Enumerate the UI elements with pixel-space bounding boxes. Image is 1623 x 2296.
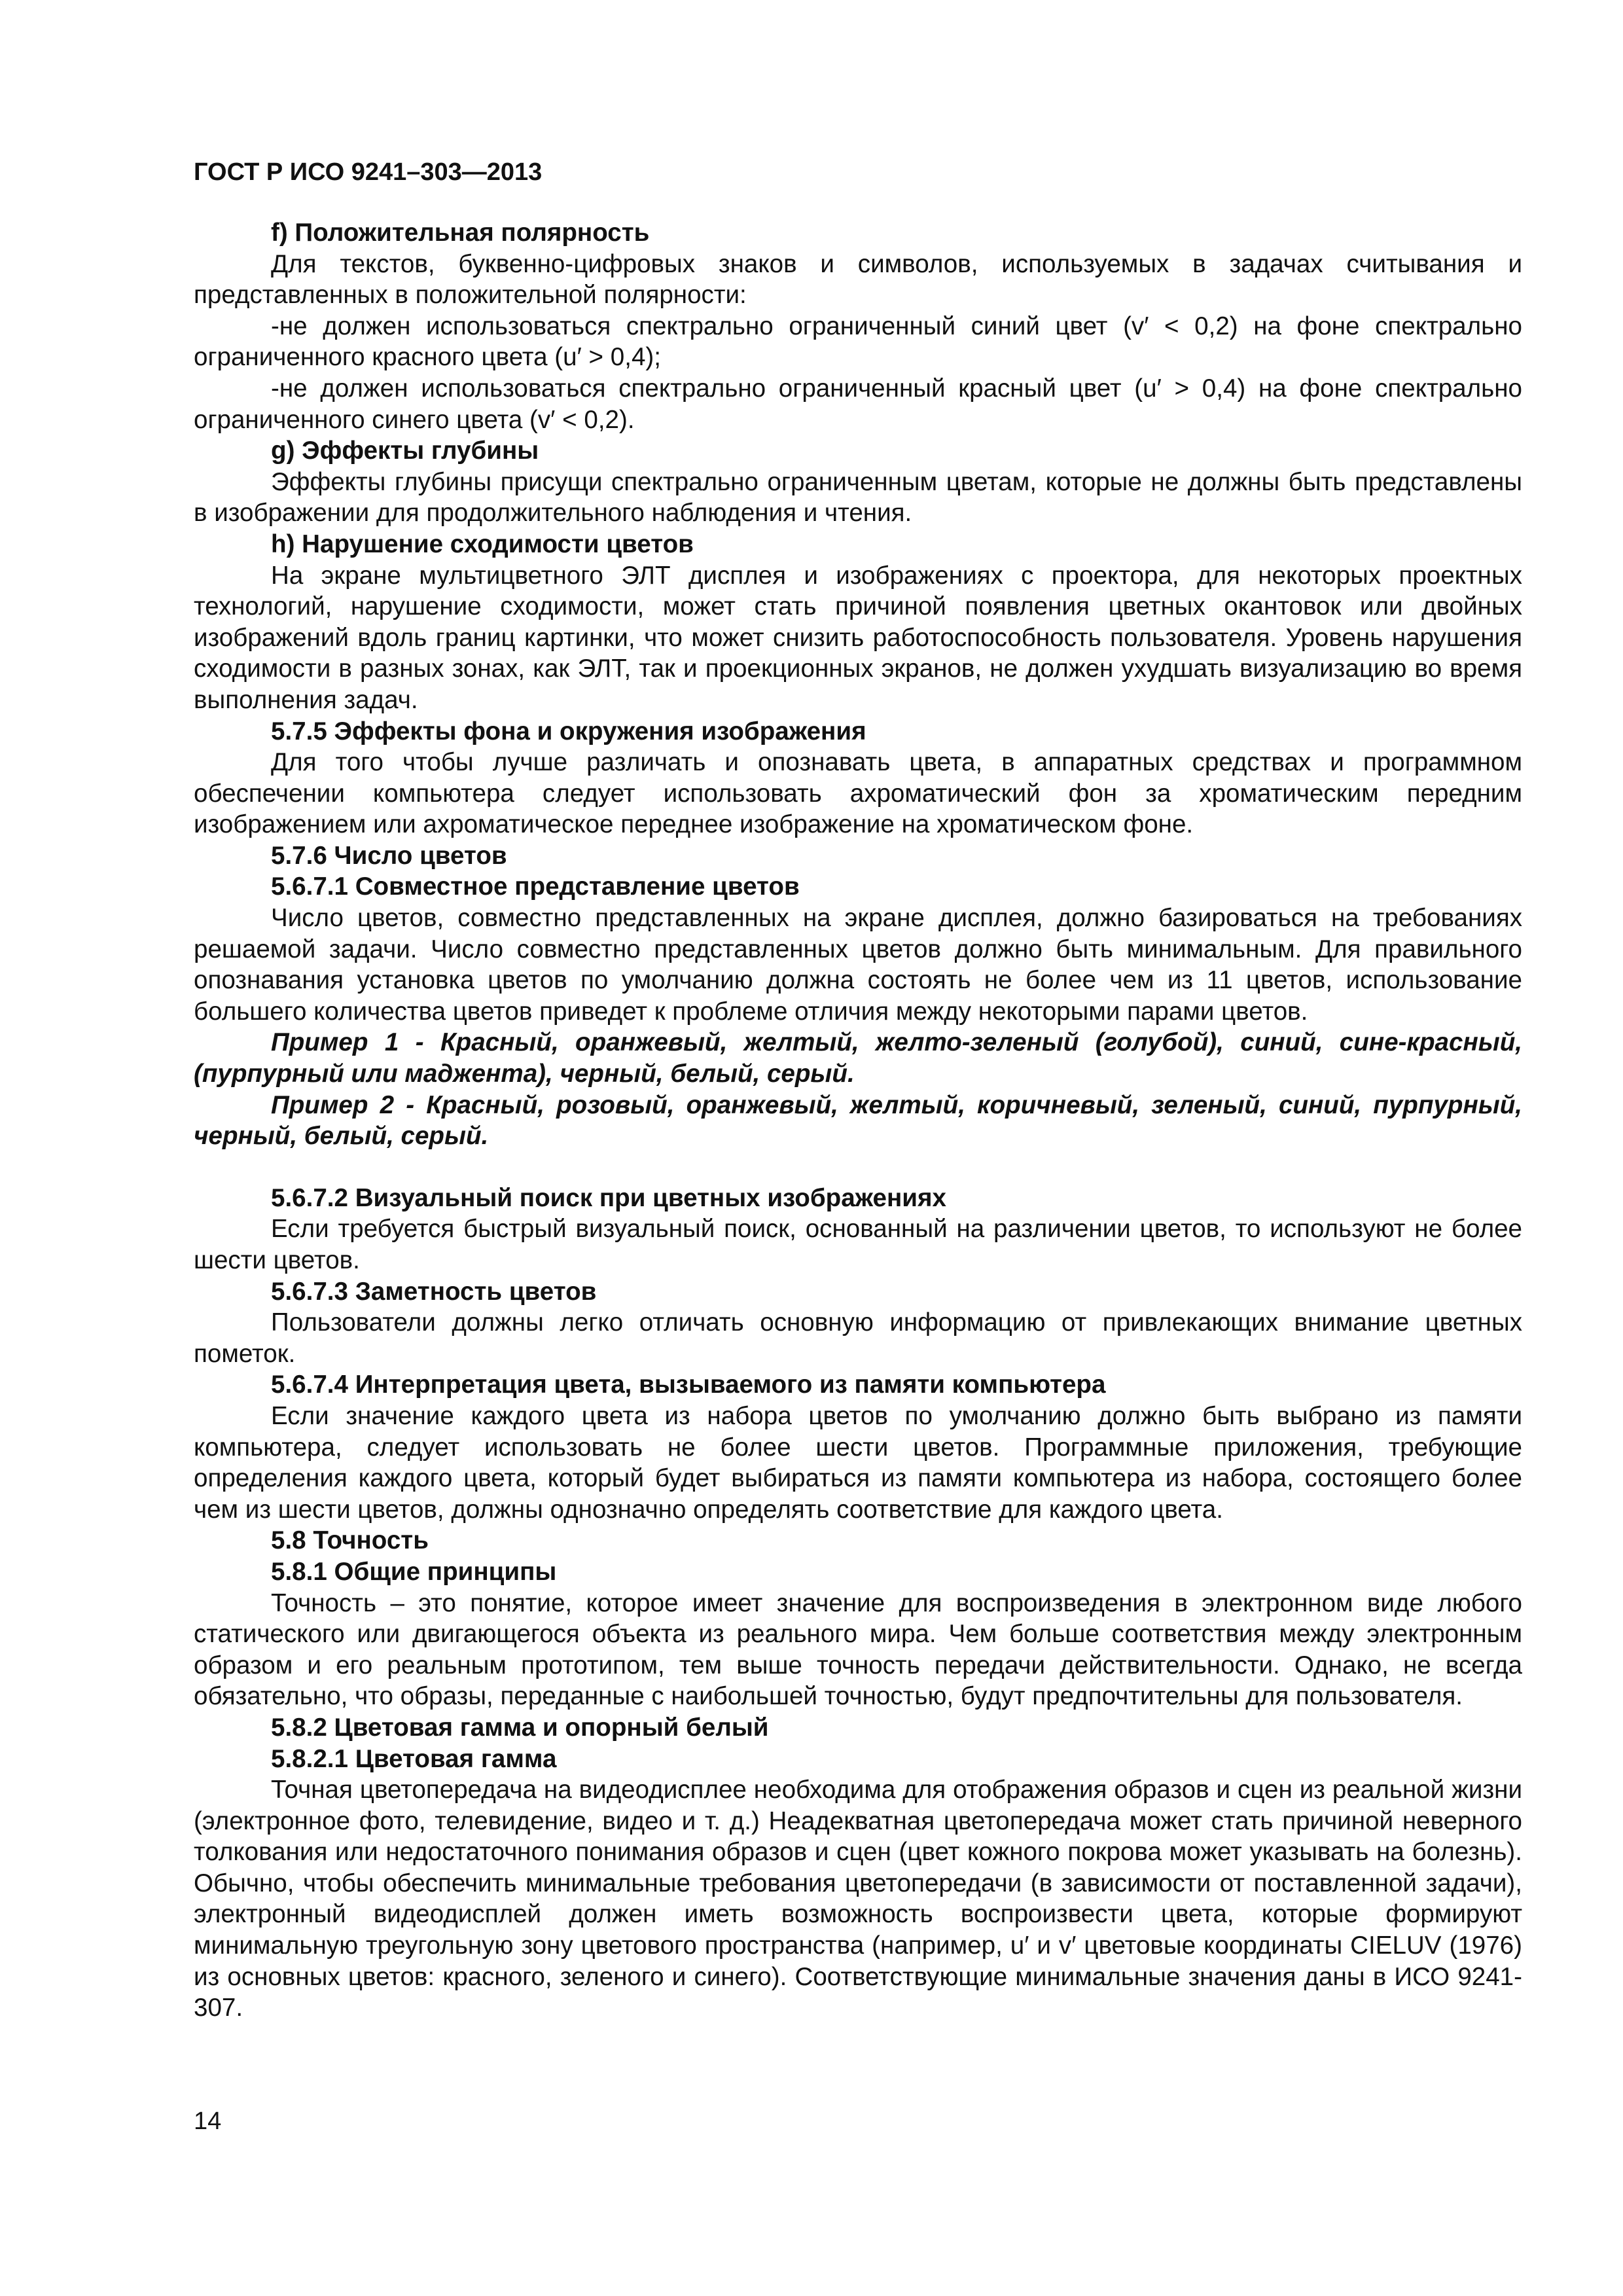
section-heading: 5.7.6 Число цветов xyxy=(271,841,507,870)
body-paragraph: Эффекты глубины присущи спектрально ограниченным цветам, которые не должны быть представлены в изображении для продолжительного наблюдения и чтения. xyxy=(194,467,1522,528)
section-heading: 5.6.7.4 Интерпретация цвета, вызываемого из памяти компьютера xyxy=(271,1371,1106,1399)
section-heading: 5.7.5 Эффекты фона и окружения изображения xyxy=(271,717,866,745)
example-paragraph: Пример 1 - Красный, оранжевый, желтый, желто-зеленый (голубой), синий, сине-красный, (пурпурный или маджента), черный, белый, серый. xyxy=(194,1028,1522,1088)
body-paragraph: Точность – это понятие, которое имеет значение для воспроизведения в электронном виде любого статического или двигающегося объекта из реального мира. Чем больше соответствия между электронным образом и его реальным прототипом, тем выше точность передачи действительности. Однако, не всегда обязательно, что образы, переданные с наибольшей точностью, будут предпочтительны для пользователя. xyxy=(194,1588,1522,1711)
body-paragraph: Если требуется быстрый визуальный поиск, основанный на различении цветов, то используют не более шести цветов. xyxy=(194,1215,1522,1274)
section-heading: 5.6.7.3 Заметность цветов xyxy=(271,1277,597,1306)
section-heading: 5.8 Точность xyxy=(271,1526,429,1555)
section-heading: h) Нарушение сходимости цветов xyxy=(271,529,694,558)
section-heading: g) Эффекты глубины xyxy=(271,437,539,465)
example-paragraph: Пример 2 - Красный, розовый, оранжевый, желтый, коричневый, зеленый, синий, пурпурный, черный, белый, серый. xyxy=(194,1090,1522,1151)
body-paragraph: Для того чтобы лучше различать и опознавать цвета, в аппаратных средствах и программном обеспечении компьютера следует использовать ахроматический фон за хроматическим передним изображением или ахроматическое переднее изображение на хроматическом фоне. xyxy=(194,748,1522,839)
section-heading: 5.8.2 Цветовая гамма и опорный белый xyxy=(271,1713,769,1742)
body-paragraph: Число цветов, совместно представленных на экране дисплея, должно базироваться на требованиях решаемой задачи. Число совместно представленных цветов должно быть минимальным. Для правильного опознавания установка цветов по умолчанию должна состоять не более чем из 11 цветов, использование большего количества цветов приведет к проблеме отличия между некоторыми парами цветов. xyxy=(194,904,1522,1026)
body-paragraph: На экране мультицветного ЭЛТ дисплея и изображениях с проектора, для некоторых проектных технологий, нарушение сходимости, может стать причиной появления цветных окантовок или двойных изображений вдоль границ картинки, что может снизить работоспособность пользователя. Уровень нарушения сходимости в разных зонах, как ЭЛТ, так и проекционных экранов, не должен ухудшать визуализацию во время выполнения задач. xyxy=(194,561,1522,714)
body-paragraph: -не должен использоваться спектрально ограниченный красный цвет (u′ > 0,4) на фоне спектрально ограниченного синего цвета (v′ < 0,2). xyxy=(194,374,1522,434)
body-paragraph: Если значение каждого цвета из набора цветов по умолчанию должно быть выбрано из памяти компьютера, следует использовать не более шести цветов. Программные приложения, требующие определения каждого цвета, который будет выбираться из памяти компьютера из набора, состоящего более чем из шести цветов, должны однозначно определять соответствие для каждого цвета. xyxy=(194,1401,1522,1524)
body-paragraph: Для текстов, буквенно-цифровых знаков и символов, используемых в задачах считывания и представленных в положительной полярности: xyxy=(194,249,1522,310)
body-paragraph: Точная цветопередача на видеодисплее необходима для отображения образов и сцен из реальной жизни (электронное фото, телевидение, видео и т. д.) Неадекватная цветопередача может стать причиной неверного толкования или недостаточного понимания образов и сцен (цвет кожного покрова может указывать на болезнь). Обычно, чтобы обеспечить минимальные требования цветопередачи (в зависимости от поставленной задачи), электронный видеодисплей должен иметь возможность воспроизвести цвета, которые формируют минимальную треугольную зону цветового пространства (например, u′ и v′ цветовые координаты CIELUV (1976) из основных цветов: красного, зеленого и синего). Соответствующие минимальные значения даны в ИСО 9241-307. xyxy=(194,1776,1522,2022)
spacer xyxy=(194,1152,1522,1183)
body-paragraph: Пользователи должны легко отличать основную информацию от привлекающих внимание цветных пометок. xyxy=(194,1308,1522,1368)
section-heading: 5.8.1 Общие принципы xyxy=(271,1557,557,1586)
section-heading: f) Положительная полярность xyxy=(271,219,650,247)
page-number: 14 xyxy=(194,2108,222,2135)
body-paragraph: -не должен использоваться спектрально ограниченный синий цвет (v′ < 0,2) на фоне спектрально ограниченного красного цвета (u′ > 0,4); xyxy=(194,312,1522,372)
section-heading: 5.6.7.1 Совместное представление цветов xyxy=(271,872,800,901)
document-page xyxy=(194,157,1522,2024)
document-body xyxy=(194,217,1522,2024)
section-heading: 5.8.2.1 Цветовая гамма xyxy=(271,1744,557,1773)
section-heading: 5.6.7.2 Визуальный поиск при цветных изображениях xyxy=(271,1183,946,1212)
document-header: ГОСТ Р ИСО 9241–303—2013 xyxy=(194,158,543,186)
